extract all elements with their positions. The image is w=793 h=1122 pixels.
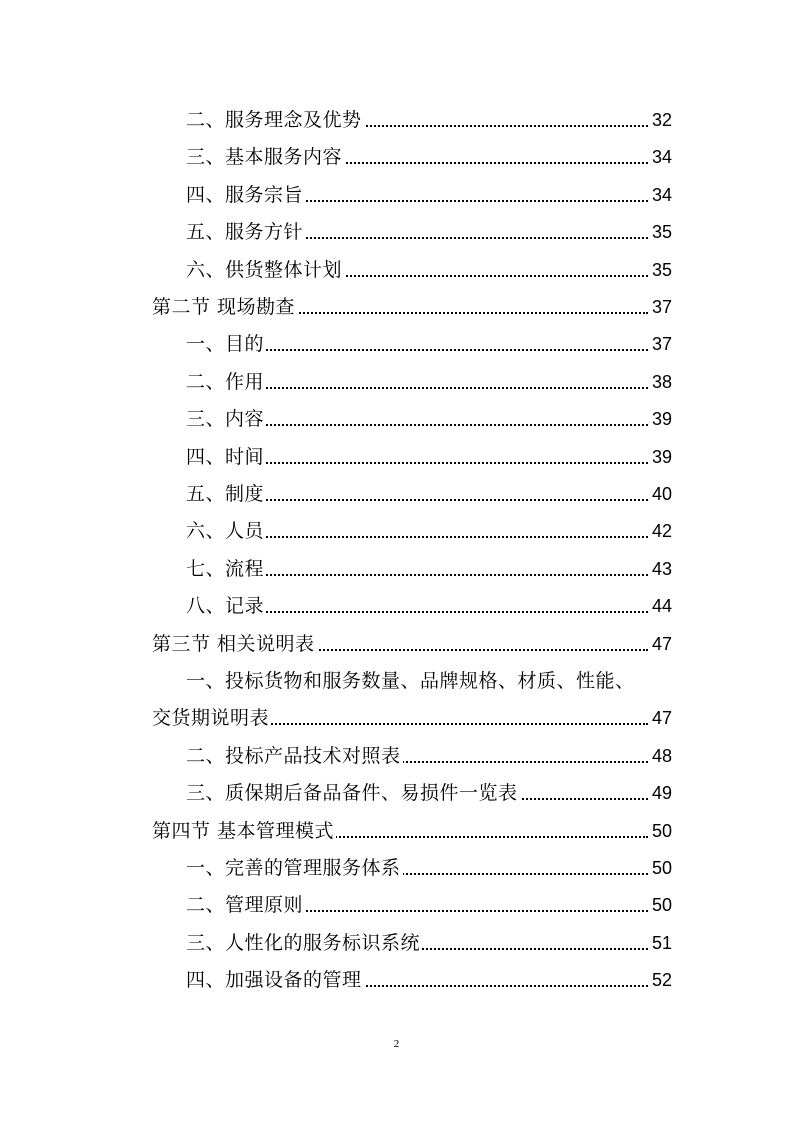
toc-entry[interactable] <box>0 517 793 545</box>
toc-entry-page-number: 42 <box>650 517 672 545</box>
toc-entry[interactable] <box>0 480 793 508</box>
toc-entry-label: 二、管理原则 <box>186 891 305 919</box>
toc-entry-page-number: 50 <box>650 891 672 919</box>
toc-entry[interactable] <box>0 779 793 807</box>
toc-entry-page-number: 32 <box>650 106 672 134</box>
toc-entry[interactable] <box>0 891 793 919</box>
toc-entry-page-number: 39 <box>650 443 672 471</box>
toc-entry-label: 一、投标货物和服务数量、品牌规格、材质、性能、 <box>186 667 637 695</box>
toc-entry-page-number: 34 <box>650 143 672 171</box>
toc-entry[interactable] <box>0 293 793 321</box>
toc-entry-page-number: 43 <box>650 555 672 583</box>
toc-entry-label: 四、服务宗旨 <box>186 181 305 209</box>
toc-entry-label: 三、人性化的服务标识系统 <box>186 929 422 957</box>
toc-entry-page-number: 37 <box>650 293 672 321</box>
toc-entry-page-number: 37 <box>650 330 672 358</box>
toc-entry-page-number: 50 <box>650 817 672 845</box>
toc-entry-label: 六、人员 <box>186 517 266 545</box>
toc-entry-label: 三、内容 <box>186 405 266 433</box>
page-number: 2 <box>393 1038 400 1050</box>
toc-entry-page-number: 47 <box>650 704 672 732</box>
toc-entry[interactable] <box>0 368 793 396</box>
toc-entry[interactable] <box>0 966 793 994</box>
toc-entry[interactable] <box>0 256 793 284</box>
toc-entry-label: 七、流程 <box>186 555 266 583</box>
toc-entry[interactable] <box>0 218 793 246</box>
toc-entry[interactable] <box>0 704 793 732</box>
toc-entry[interactable] <box>0 443 793 471</box>
toc-entry-label: 八、记录 <box>186 592 266 620</box>
toc-entry[interactable] <box>0 555 793 583</box>
toc-entry[interactable] <box>0 181 793 209</box>
toc-entry-page-number: 35 <box>650 218 672 246</box>
toc-entry-page-number: 48 <box>650 742 672 770</box>
toc-entry-page-number: 39 <box>650 405 672 433</box>
toc-entry-label: 一、目的 <box>186 330 266 358</box>
toc-entry-page-number: 47 <box>650 630 672 658</box>
toc-entry[interactable] <box>0 143 793 171</box>
toc-entry[interactable] <box>0 929 793 957</box>
toc-entry-label: 五、服务方针 <box>186 218 305 246</box>
toc-entry-label: 第二节 现场勘查 <box>152 293 297 321</box>
toc-entry-label: 三、质保期后备品备件、易损件一览表 <box>186 779 520 807</box>
toc-entry-label: 二、服务理念及优势 <box>186 106 364 134</box>
toc-entry-page-number: 52 <box>650 966 672 994</box>
toc-entry[interactable] <box>0 667 793 695</box>
toc-entry-label: 四、时间 <box>186 443 266 471</box>
toc-entry-page-number: 49 <box>650 779 672 807</box>
toc-entry-label: 第四节 基本管理模式 <box>152 817 336 845</box>
toc-entry-page-number: 40 <box>650 480 672 508</box>
toc-entry[interactable] <box>0 742 793 770</box>
toc-entry-page-number: 44 <box>650 592 672 620</box>
toc-entry-label: 第三节 相关说明表 <box>152 630 317 658</box>
toc-entry-page-number: 38 <box>650 368 672 396</box>
toc-entry[interactable] <box>0 405 793 433</box>
toc-entry[interactable] <box>0 854 793 882</box>
toc-entry-label: 一、完善的管理服务体系 <box>186 854 403 882</box>
toc-entry[interactable] <box>0 106 793 134</box>
toc-entry[interactable] <box>0 630 793 658</box>
toc-entry-page-number: 51 <box>650 929 672 957</box>
toc-entry-label: 三、基本服务内容 <box>186 143 344 171</box>
toc-entry-label: 交货期说明表 <box>152 704 271 732</box>
toc-entry-label: 二、作用 <box>186 368 266 396</box>
toc-entry[interactable] <box>0 592 793 620</box>
toc-entry-page-number: 35 <box>650 256 672 284</box>
toc-entry-label: 五、制度 <box>186 480 266 508</box>
toc-entry[interactable] <box>0 817 793 845</box>
toc-entry-page-number: 50 <box>650 854 672 882</box>
toc-entry-label: 六、供货整体计划 <box>186 256 344 284</box>
toc-entry[interactable] <box>0 330 793 358</box>
toc-entry-label: 二、投标产品技术对照表 <box>186 742 403 770</box>
toc-entry-page-number: 34 <box>650 181 672 209</box>
toc-entry-label: 四、加强设备的管理 <box>186 966 364 994</box>
